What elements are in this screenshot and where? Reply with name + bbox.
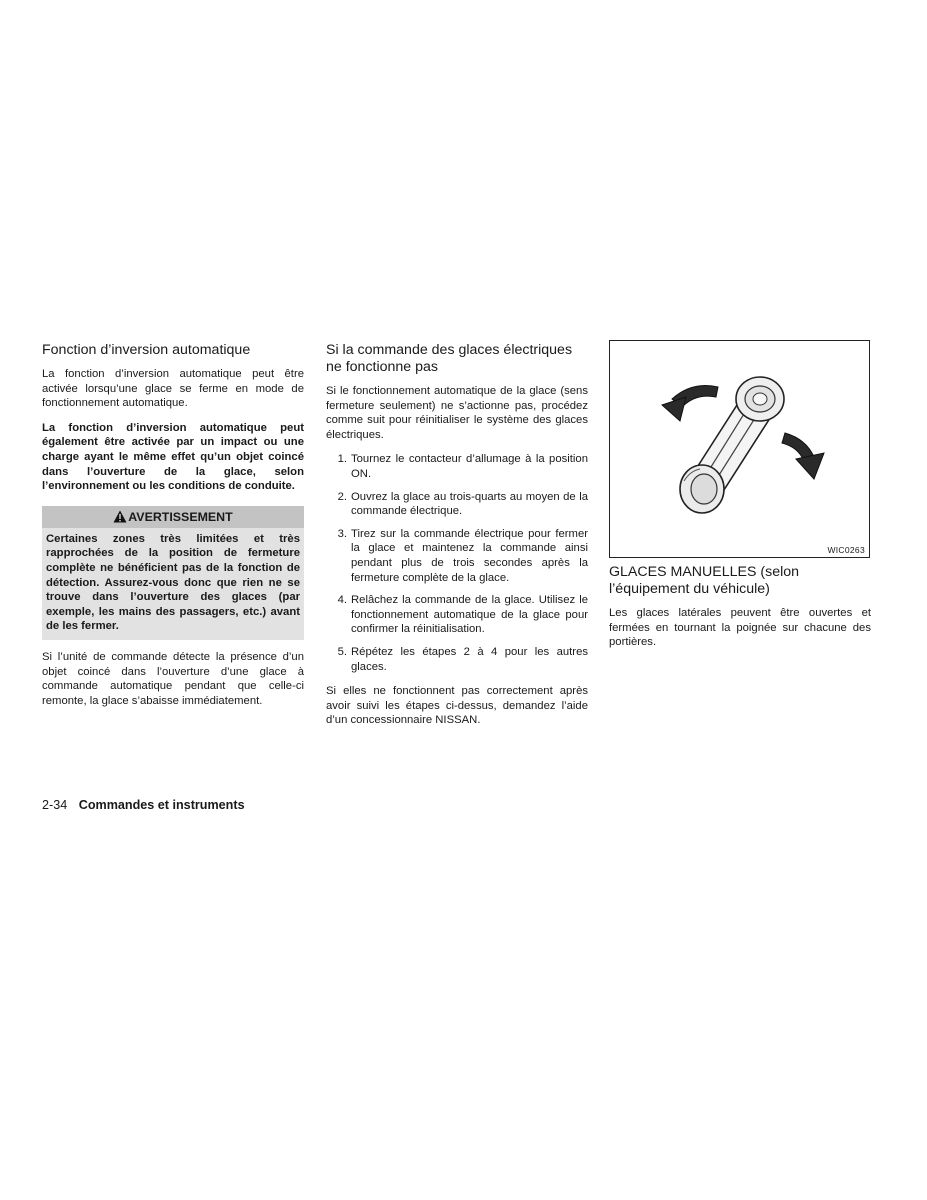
- warning-text: Certaines zones très limitées et très rapprochées de la position de fermeture complète ne bénéficient pas de la fonction de détection. Assurez-vous donc que rien ne se trouve dans l’ouverture des glaces (par exemple, les mains des passagers, etc.) avant de les fermer.: [42, 528, 304, 640]
- section-title-manual-windows: GLACES MANUELLES (selon l’équipement du véhicule): [609, 564, 800, 597]
- step-text: Relâchez la commande de la glace. Utilisez le fonctionnement automatique de la glace pour confirmer la réinitialisation.: [351, 594, 588, 636]
- step-number: 2.: [337, 490, 347, 503]
- warning-header: [42, 506, 304, 528]
- paragraph-reset-outro: Si elles ne fonctionnent pas correctement après avoir suivi les étapes ci-dessus, demandez l’aide d’un concessionnaire NISSAN.: [326, 685, 588, 727]
- paragraph-manual-windows: Les glaces latérales peuvent être ouvertes et fermées en tournant la poignée sur chacune des portières.: [609, 607, 871, 649]
- warning-triangle-icon: [113, 508, 127, 530]
- paragraph-control-unit: Si l’unité de commande détecte la présence d’un objet coincé dans l’ouverture d’une glace à commande automatique pendant que celle-ci remonte, la glace s’abaisse immédiatement.: [42, 650, 304, 707]
- step-text: Ouvrez la glace au trois-quarts au moyen de la commande électrique.: [351, 490, 588, 518]
- section-title-auto-reverse: Fonction d’inversion automatique: [42, 342, 251, 358]
- paragraph-auto-reverse-impact: La fonction d’inversion automatique peut également être activée par un impact ou une charge ayant le même effet qu’un objet coincé dans l’ouverture de la glace, selon l’environnement ou les conditions de conduite.: [42, 421, 304, 493]
- step-number: 3.: [337, 527, 347, 540]
- step-number: 4.: [337, 594, 347, 607]
- list-item: [326, 593, 588, 637]
- chapter-title: Commandes et instruments: [78, 798, 245, 812]
- paragraph-auto-reverse-intro: La fonction d’inversion automatique peut être activée lorsqu’une glace se ferme en mode de fonctionnement automatique.: [42, 368, 304, 410]
- step-text: Répétez les étapes 2 à 4 pour les autres glaces.: [351, 645, 588, 673]
- step-number: 1.: [337, 453, 347, 466]
- figure-code: WIC0263: [827, 545, 865, 555]
- page-footer: [42, 797, 245, 813]
- list-item: [326, 490, 588, 519]
- column-right: [609, 340, 871, 660]
- window-crank-figure: [609, 340, 870, 558]
- reset-steps-list: [326, 452, 588, 674]
- paragraph-reset-intro: Si le fonctionnement automatique de la glace (sens fermeture seulement) ne s’actionne pas, procédez comme suit pour réinitialiser le système des glaces électriques.: [326, 385, 588, 441]
- warning-title: AVERTISSEMENT: [128, 509, 233, 524]
- list-item: [326, 645, 588, 674]
- step-number: 5.: [337, 645, 347, 658]
- step-text: Tirez sur la commande électrique pour fermer la glace et maintenez la commande ainsi pendant plus de trois secondes après la fermeture complète de la glace.: [351, 527, 588, 584]
- list-item: [326, 527, 588, 585]
- column-middle: [326, 340, 588, 738]
- window-crank-illustration: [610, 341, 869, 557]
- list-item: [326, 452, 588, 481]
- page-number: 2-34: [42, 798, 68, 812]
- step-text: Tournez le contacteur d’allumage à la position ON.: [351, 453, 588, 480]
- warning-box: [42, 506, 304, 640]
- column-left: [42, 340, 304, 718]
- section-title-reset: Si la commande des glaces électriques ne fonctionne pas: [326, 342, 573, 375]
